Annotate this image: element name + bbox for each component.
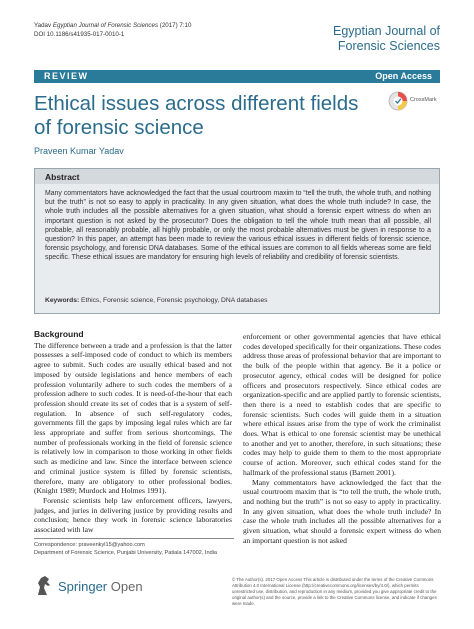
citation-author: Yadav	[34, 22, 53, 29]
correspondence-note	[34, 538, 234, 557]
crossmark-icon	[388, 91, 408, 111]
publisher-name-open: Open	[110, 579, 143, 594]
journal-name-line1: Egyptian Journal of	[332, 24, 440, 38]
paragraph: Many commentators have acknowledged the fact that the usual courtroom maxim that is “to tell the truth, the whole truth, and nothing but the truth” is not so easy to apply in practicality. In any given situation, what does the whole truth include? In case the whole truth includes all the possible alternatives for a given situation, what should a forensic expert witness do when an important question is not asked	[243, 477, 441, 545]
springer-horse-icon	[34, 575, 54, 597]
publisher-name	[58, 579, 143, 594]
citation-year-page: (2017) 7:10	[158, 22, 192, 29]
article-type-label: REVIEW	[44, 71, 89, 81]
body-column-left	[34, 330, 232, 535]
citation-doi[interactable]: DOI 10.1186/s41935-017-0010-1	[34, 30, 125, 38]
article-title: Ethical issues across different fields of forensic science	[34, 92, 359, 139]
paragraph: enforcement or other governmental agencies that have ethical codes developed specifically for their organizations. These codes address those areas of professional behavior that are important to the bulk of the people within that agency. Be it a police or prosecutor agency, ethical codes will be designed for police officers and prosecutors respectively. Since ethical codes are organization-specific and are applied partly to forensic scientists, then there is a need to establish codes that are specific to forensic scientists. Such codes will guide them in a situation where ethical issues arise from the type of work the criminalist does. What is ethical to one forensic scientist may be unethical to another and yet to another, therefore, in such situations; these codes may help to guide them to them to the most appropriate course of action. Moreover, such ethical codes stand for the hallmark of the professional status (Barnett 2001).	[243, 332, 441, 477]
body-column-right	[243, 332, 441, 545]
paragraph: Forensic scientists help law enforcement officers, lawyers, judges, and juries in delivering justice by providing results and conclusion; hence they work in forensic science laboratories associated with law	[34, 495, 232, 535]
section-heading-background: Background	[34, 329, 84, 339]
crossmark-badge[interactable]	[388, 91, 440, 111]
citation-header	[34, 22, 191, 39]
journal-name-line2: Forensic Sciences	[337, 38, 440, 53]
correspondence-affiliation: Department of Forensic Science, Punjabi University, Patiala 147002, India	[34, 549, 218, 556]
copyright-notice: © The Author(s). 2017 Open Access This article is distributed under the terms of the Creative Commons Attribution 4.0 International License (http://creativecommons.org/licenses/by/4.0/), which permits unrestricted use, distribution, and reproduction in any medium, provided you give appropriate credit to the original author(s) and the source, provide a link to the Creative Commons license, and indicate if changes were made.	[232, 577, 437, 606]
publisher-name-springer: Springer	[58, 579, 108, 594]
keywords-list: Ethics, Forensic science, Forensic psychology, DNA databases	[79, 297, 268, 304]
paragraph: The difference between a trade and a profession is that the latter possesses a self-imposed code of conduct to which its members agree to submit. Such codes are usually ethical based and not imposed by outside legislations and hence members of each profession voluntarily adhere to such codes the members of a profession adhere to such codes. It is need-of-the-hour that each profession should create its set of codes that is a system of self-regulation. In absence of such self-regulatory codes, governments fill the gaps by imposing legal rules which are far less appropriate and suffer from serious shortcomings. The number of professionals working in the field of forensic science is relatively low in comparison to those working in other fields such as medicine and law. Since the interface between science and criminal justice system is filled by forensic scientists, therefore, many are obligatory to other professional bodies. (Knight 1989; Murdock and Holmes 1991).	[34, 340, 232, 496]
springer-open-logo	[34, 575, 184, 599]
citation-journal: Egyptian Journal of Forensic Sciences	[52, 22, 159, 29]
journal-name	[333, 24, 440, 53]
article-author: Praveen Kumar Yadav	[34, 146, 124, 156]
keywords	[45, 297, 431, 304]
abstract-box	[34, 168, 440, 314]
crossmark-label: CrossMark	[410, 97, 437, 103]
keywords-label: Keywords:	[45, 297, 80, 304]
open-access-label: Open Access	[375, 71, 432, 81]
article-type-banner	[34, 70, 440, 83]
abstract-text: Many commentators have acknowledged the fact that the usual courtroom maxim to “tell the truth, the whole truth, and nothing but the truth” is not so easy to apply in practicality. In any given situation, what does the whole truth include? In case, the whole truth includes all the possible alternatives for a given situation, what should a forensic expert witness do when an important question is not asked by the prosecutor? Does the obligation to tell the whole truth mean that all possible, all probable, all reasonably probable, all highly probable, or only the most probable alternatives must be given in response to a question? In this paper, an attempt has been made to review the various ethical issues in different fields of forensic science, forensic psychology, and forensic DNA databases. Some of the ethical issues are common to all fields whereas some are field specific. These ethical issues are mandatory for ensuring high levels of reliability and credibility of forensic scientists.	[45, 190, 431, 262]
correspondence-email[interactable]: Correspondence: praveenkyl15@yahoo.com	[34, 542, 145, 548]
abstract-heading: Abstract	[35, 169, 439, 184]
